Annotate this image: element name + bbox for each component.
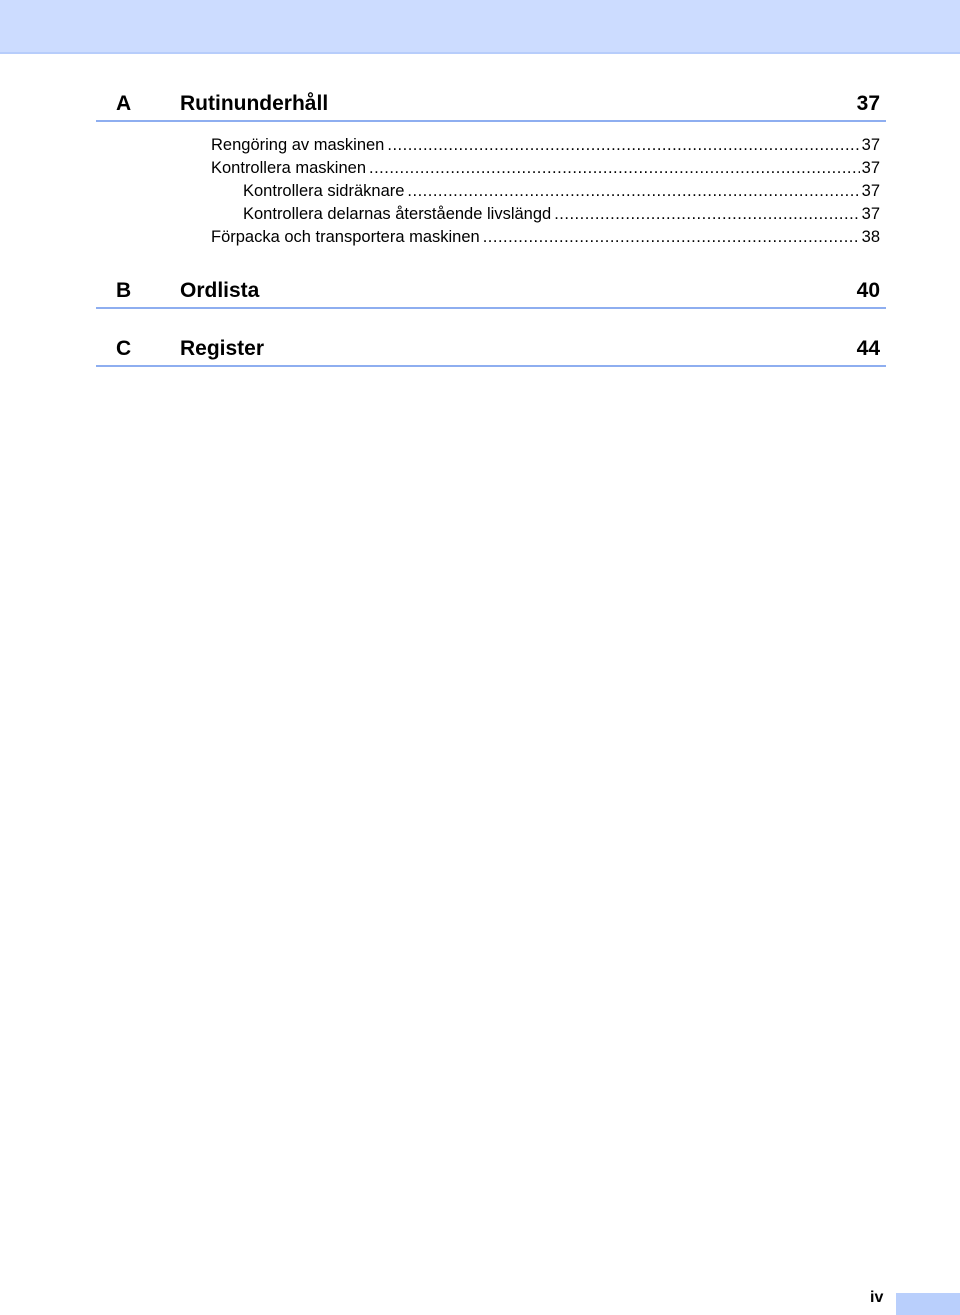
toc-entry[interactable] bbox=[243, 203, 880, 226]
dot-leader bbox=[387, 134, 859, 157]
toc-entry-text: Kontrollera sidräknare bbox=[243, 182, 405, 200]
toc-entry[interactable] bbox=[211, 157, 880, 180]
toc-entry-page: 37 bbox=[861, 159, 880, 177]
dot-leader bbox=[554, 203, 859, 226]
header-band bbox=[0, 0, 960, 54]
chapter-page-number: 40 bbox=[856, 279, 880, 302]
dot-leader bbox=[369, 157, 860, 180]
toc-entry[interactable] bbox=[243, 180, 880, 203]
dot-leader bbox=[483, 226, 860, 249]
toc-entry-page: 37 bbox=[861, 205, 880, 223]
page-number: iv bbox=[870, 1289, 884, 1306]
toc-entry-page: 37 bbox=[861, 136, 880, 154]
chapter-page-number: 44 bbox=[856, 337, 880, 360]
dot-leader bbox=[407, 180, 859, 203]
chapter-title: Register bbox=[180, 337, 265, 360]
toc-entry-page: 38 bbox=[861, 228, 880, 246]
toc-entry[interactable] bbox=[211, 226, 880, 249]
chapter-letter: A bbox=[116, 92, 132, 115]
toc-entry-page: 37 bbox=[861, 182, 880, 200]
toc-entry-text: Kontrollera delarnas återstående livslängd bbox=[243, 205, 552, 223]
footer-band bbox=[896, 1293, 960, 1315]
toc-entry[interactable] bbox=[211, 134, 880, 157]
chapter-letter: B bbox=[116, 279, 132, 302]
toc-entry-text: Rengöring av maskinen bbox=[211, 136, 385, 154]
chapter-title: Ordlista bbox=[180, 279, 260, 302]
toc-chapter-c[interactable] bbox=[96, 331, 886, 367]
table-of-contents bbox=[96, 86, 886, 367]
toc-chapter-b[interactable] bbox=[96, 273, 886, 309]
toc-entries bbox=[96, 122, 886, 259]
chapter-page-number: 37 bbox=[856, 92, 880, 115]
toc-entry-text: Förpacka och transportera maskinen bbox=[211, 228, 480, 246]
chapter-letter: C bbox=[116, 337, 132, 360]
chapter-title: Rutinunderhåll bbox=[180, 92, 329, 115]
toc-entry-text: Kontrollera maskinen bbox=[211, 159, 366, 177]
toc-chapter-a[interactable] bbox=[96, 86, 886, 122]
